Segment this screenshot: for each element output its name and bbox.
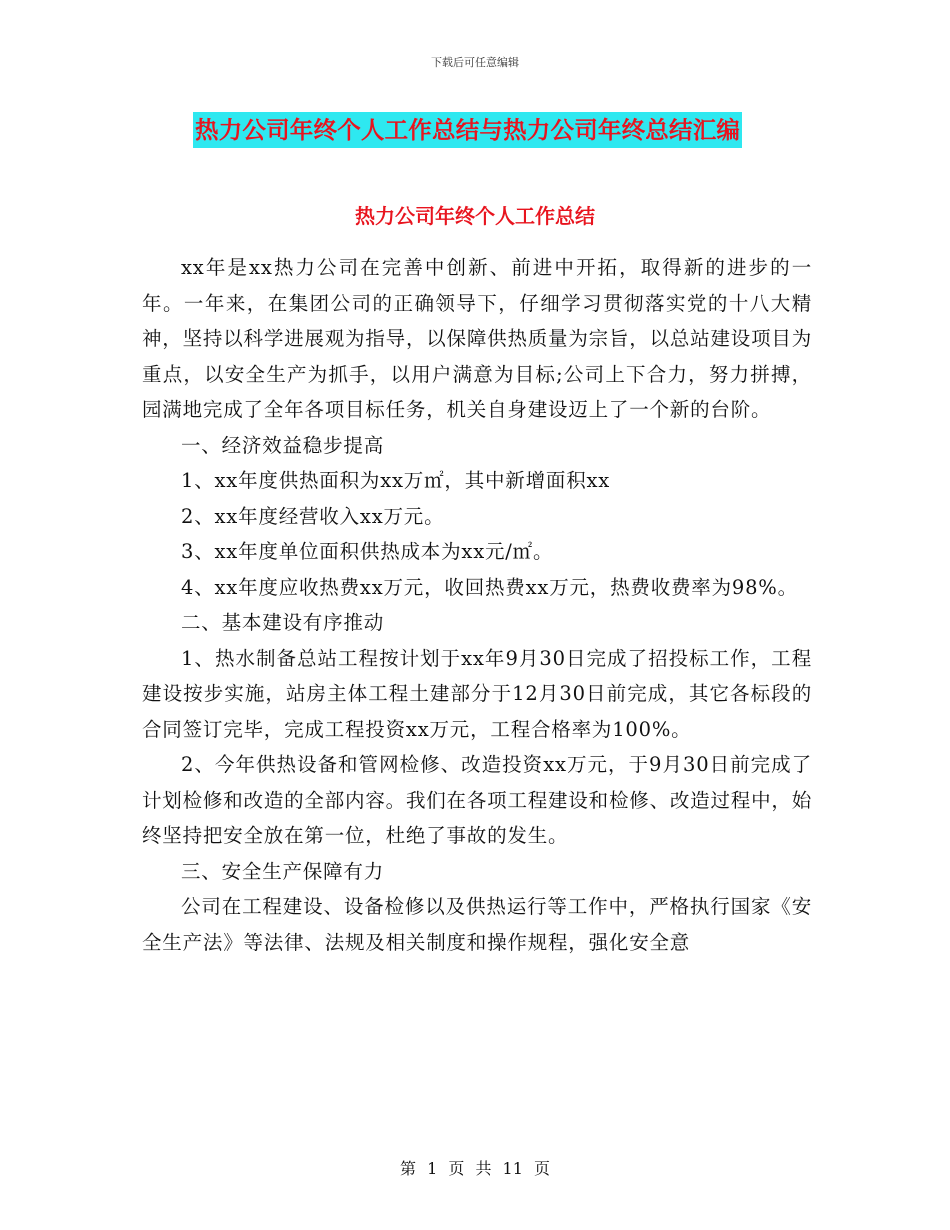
list-item-heating-area: 1、xx年度供热面积为xx万㎡，其中新增面积xx	[181, 469, 611, 492]
list-item-revenue: 2、xx年度经营收入xx万元。	[181, 504, 445, 528]
heading-economic-benefits: 一、经济效益稳步提高	[181, 433, 385, 457]
heading-safety: 三、安全生产保障有力	[181, 859, 385, 883]
list-item-station-project: 1、热水制备总站工程按计划于xx年9月30日完成了招投标工作，工程建设按步实施，站房主体工程土建部分于12月30日前完成，其它各标段的合同签订完毕，完成工程投资xx万元，工程合格率为100%。	[142, 646, 812, 741]
heading-construction: 二、基本建设有序推动	[181, 611, 385, 634]
document-body	[142, 250, 812, 960]
list-item-unit-cost: 3、xx年度单位面积供热成本为xx元/㎡。	[181, 540, 554, 563]
list-item-maintenance: 2、今年供热设备和管网检修、改造投资xx万元，于9月30日前完成了计划检修和改造的全部内容。我们在各项工程建设和检修、改造过程中，始终坚持把安全放在第一位，杜绝了事故的发生。	[142, 753, 812, 847]
paragraph-safety: 公司在工程建设、设备检修以及供热运行等工作中，严格执行国家《安全生产法》等法律、法规及相关制度和操作规程，强化安全意	[142, 895, 812, 954]
list-item-fee-collection: 4、xx年度应收热费xx万元，收回热费xx万元，热费收费率为98%。	[181, 575, 798, 599]
page-footer: 第 1 页 共 11 页	[400, 1159, 550, 1178]
section-title: 热力公司年终个人工作总结	[355, 204, 595, 228]
header-note: 下载后可任意编辑	[431, 56, 519, 69]
paragraph-intro: xx年是xx热力公司在完善中创新、前进中开拓，取得新的进步的一年。一年来，在集团公司的正确领导下，仔细学习贯彻落实党的十八大精神，坚持以科学进展观为指导，以保障供热质量为宗旨，以总站建设项目为重点，以安全生产为抓手，以用户满意为目标;公司上下合力，努力拼搏，园满地完成了全年各项目标任务，机关自身建设迈上了一个新的台阶。	[142, 256, 812, 421]
main-title: 热力公司年终个人工作总结与热力公司年终总结汇编	[193, 112, 742, 148]
